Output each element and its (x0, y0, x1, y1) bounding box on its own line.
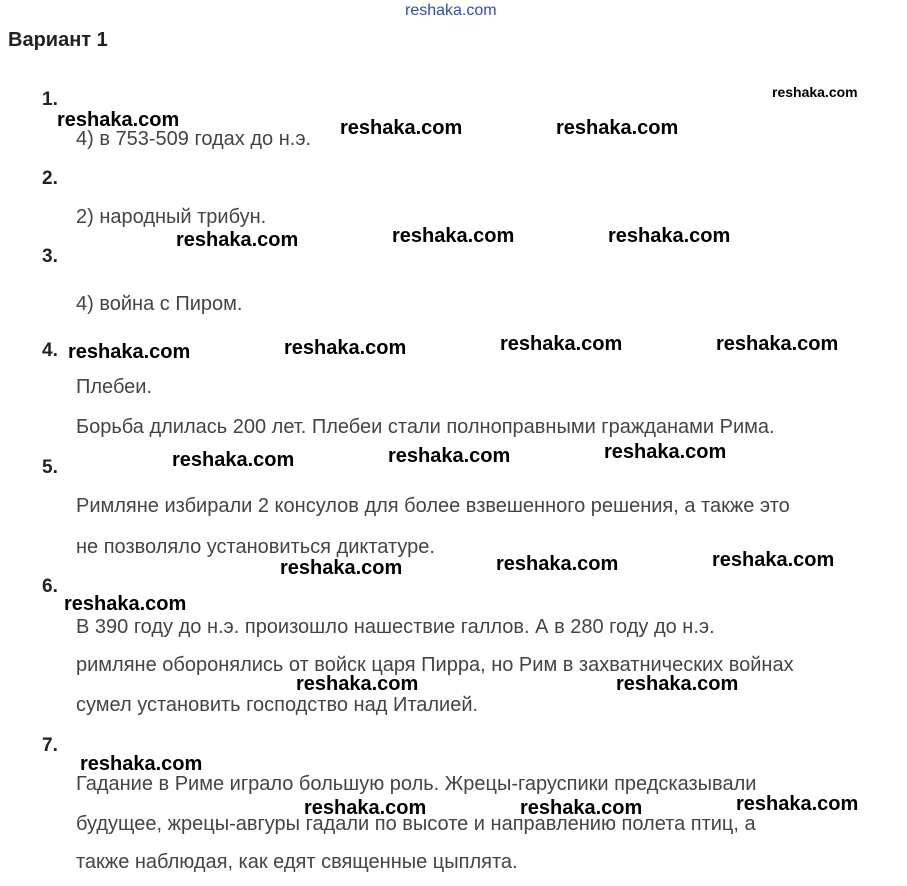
answer-1-line-1: 4) в 753-509 годах до н.э. (76, 128, 312, 150)
variant-title: Вариант 1 (8, 29, 108, 51)
answer-4-line-1: Плебеи. (76, 376, 153, 398)
answer-7-line-1: Гадание в Риме играло большую роль. Жрецы-гаруспики предсказывали (76, 773, 757, 795)
top-watermark: reshaka.com (405, 2, 497, 19)
answer-4-line-2: Борьба длилась 200 лет. Плебеи стали полноправными гражданами Рима. (76, 416, 775, 438)
answer-number-6: 6. (42, 576, 58, 597)
watermark: reshaka.com (604, 441, 727, 463)
watermark: reshaka.com (64, 593, 187, 615)
watermark: reshaka.com (496, 553, 619, 575)
watermark: reshaka.com (57, 109, 180, 131)
watermark: reshaka.com (80, 753, 203, 775)
answer-7-line-3: также наблюдая, как едят священные цыплята. (76, 851, 518, 873)
answer-number-1: 1. (42, 89, 58, 110)
watermark: reshaka.com (616, 673, 739, 695)
watermark: reshaka.com (280, 557, 403, 579)
answer-number-3: 3. (42, 246, 58, 267)
watermark: reshaka.com (608, 225, 731, 247)
watermark: reshaka.com (500, 333, 623, 355)
watermark: reshaka.com (68, 341, 191, 363)
watermark: reshaka.com (284, 337, 407, 359)
answer-6-line-1: В 390 году до н.э. произошло нашествие галлов. А в 280 году до н.э. (76, 616, 715, 638)
watermark: reshaka.com (736, 793, 859, 815)
watermark: reshaka.com (172, 449, 295, 471)
watermark: reshaka.com (176, 229, 299, 251)
answer-number-2: 2. (42, 168, 58, 189)
watermark: reshaka.com (392, 225, 515, 247)
answer-2-line-1: 2) народный трибун. (76, 206, 267, 228)
watermark: reshaka.com (556, 117, 679, 139)
watermark: reshaka.com (388, 445, 511, 467)
watermark: reshaka.com (520, 797, 643, 819)
watermark: reshaka.com (340, 117, 463, 139)
answer-number-7: 7. (42, 735, 58, 756)
answer-number-4: 4. (42, 340, 58, 361)
answer-number-5: 5. (42, 457, 58, 478)
answer-3-line-1: 4) война с Пиром. (76, 293, 243, 315)
watermark: reshaka.com (716, 333, 839, 355)
watermark: reshaka.com (296, 673, 419, 695)
watermark: reshaka.com (712, 549, 835, 571)
answer-6-line-2: римляне оборонялись от войск царя Пирра, но Рим в захватнических войнах (76, 654, 794, 676)
watermark: reshaka.com (304, 797, 427, 819)
answer-6-line-3: сумел установить господство над Италией. (76, 694, 479, 716)
watermark: reshaka.com (772, 84, 858, 100)
answer-7-line-2: будущее, жрецы-авгуры гадали по высоте и направлению полета птиц, а (76, 813, 756, 835)
answer-5-line-1: Римляне избирали 2 консулов для более взвешенного решения, а также это (76, 495, 790, 517)
answer-5-line-2: не позволяло установиться диктатуре. (76, 536, 435, 558)
